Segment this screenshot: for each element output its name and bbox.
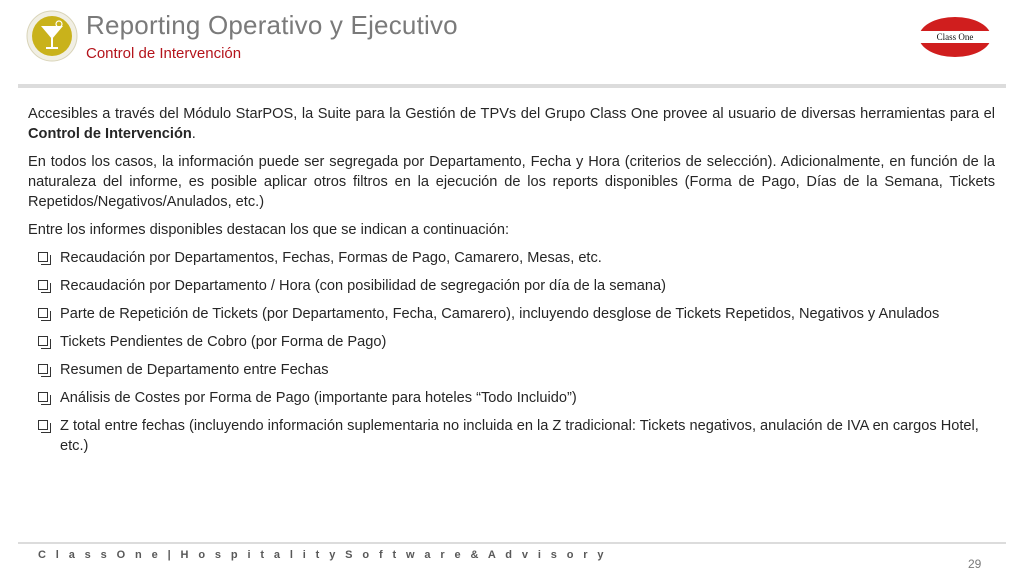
checkbox-bullet-icon	[38, 336, 48, 346]
checkbox-bullet-icon	[38, 280, 48, 290]
list-item: Análisis de Costes por Forma de Pago (importante para hoteles “Todo Incluido”)	[28, 388, 995, 408]
class-one-logo-text: Class One	[936, 32, 974, 42]
checkbox-bullet-icon	[38, 420, 48, 430]
cocktail-logo-icon	[26, 10, 78, 62]
footer-tagline: C l a s s O n e | H o s p i t a l i t y S o f t w a r e & A d v i s o r y	[38, 549, 607, 561]
intro-paragraph: Accesibles a través del Módulo StarPOS, la Suite para la Gestión de TPVs del Grupo Class One provee al usuario de diversas herramientas para el Control de Intervención.	[28, 106, 995, 142]
header-divider	[18, 84, 1006, 88]
list-item: Tickets Pendientes de Cobro (por Forma de Pago)	[28, 332, 995, 352]
footer-divider	[18, 542, 1006, 544]
checkbox-bullet-icon	[38, 308, 48, 318]
filters-paragraph: En todos los casos, la información puede ser segregada por Departamento, Fecha y Hora (criterios de selección). Adicionalmente, en función de la naturaleza del informe, es posible aplicar otros filtros en la ejecución de los reports disponibles (Forma de Pago, Días de la Semana, Tickets Repetidos/Negativos/Anulados, etc.)	[28, 154, 995, 210]
list-item: Parte de Repetición de Tickets (por Departamento, Fecha, Camarero), incluyendo desglose de Tickets Repetidos, Negativos y Anulados	[28, 304, 995, 324]
page-subtitle: Control de Intervención	[86, 45, 242, 62]
checkbox-bullet-icon	[38, 364, 48, 374]
page-title: Reporting Operativo y Ejecutivo	[86, 10, 458, 40]
list-item: Resumen de Departamento entre Fechas	[28, 360, 995, 380]
reports-list	[28, 248, 995, 456]
checkbox-bullet-icon	[38, 252, 48, 262]
intro-bold-term: Control de Intervención	[28, 126, 192, 142]
list-item: Z total entre fechas (incluyendo información suplementaria no incluida en la Z tradicional: Tickets negativos, anulación de IVA en cargos Hotel, etc.)	[28, 416, 995, 456]
main-content	[28, 104, 995, 464]
list-item: Recaudación por Departamento / Hora (con posibilidad de segregación por día de la semana)	[28, 276, 995, 296]
class-one-logo	[918, 16, 992, 58]
checkbox-bullet-icon	[38, 392, 48, 402]
reports-intro: Entre los informes disponibles destacan los que se indican a continuación:	[28, 222, 510, 238]
list-item: Recaudación por Departamentos, Fechas, Formas de Pago, Camarero, Mesas, etc.	[28, 248, 995, 268]
page-number: 29	[968, 557, 982, 571]
